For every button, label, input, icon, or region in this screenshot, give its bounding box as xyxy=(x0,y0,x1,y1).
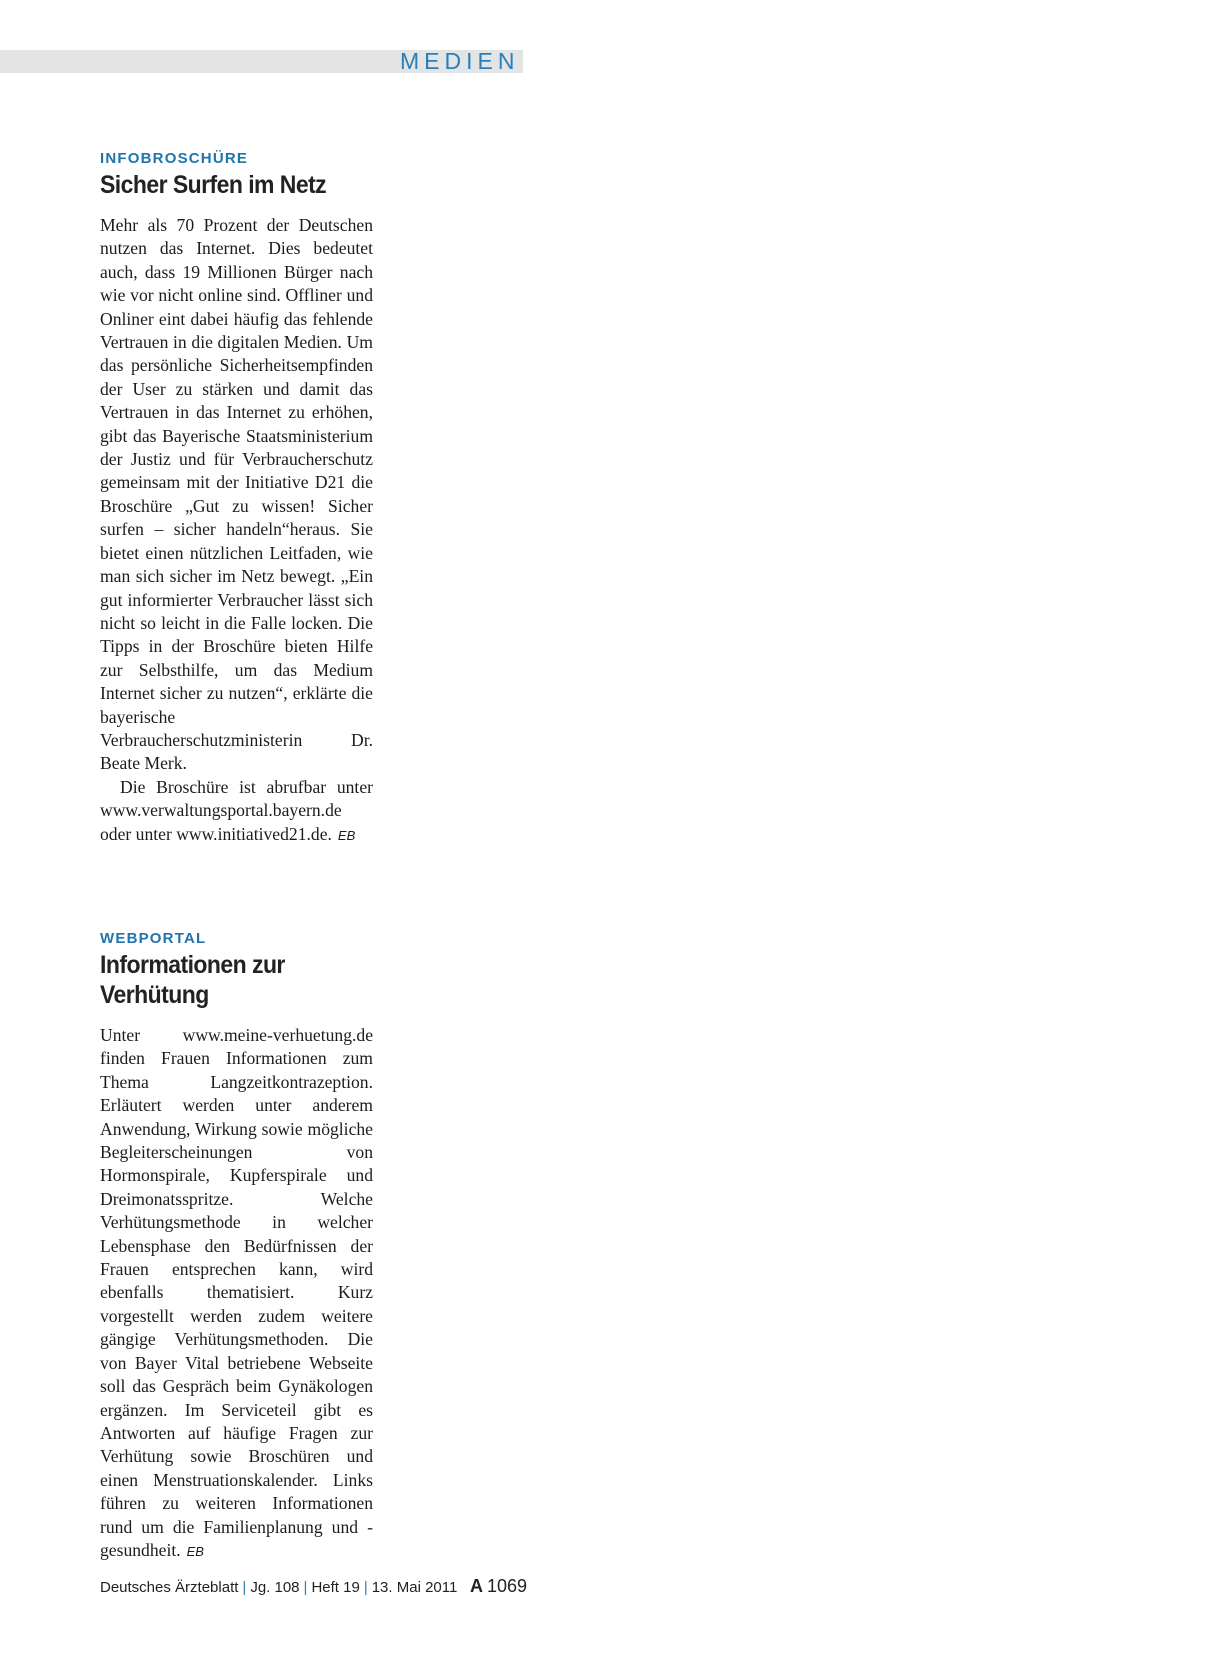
article-paragraph: Die Broschüre ist abrufbar unter www.verwaltungsportal.bayern.de oder unter www.initiatived21.de. EB xyxy=(100,776,373,844)
author-signature: EB xyxy=(337,827,356,843)
article-kicker: WEBPORTAL xyxy=(100,930,207,947)
article-infobroschuere xyxy=(100,150,373,847)
article-kicker: INFOBROSCHÜRE xyxy=(100,150,249,167)
article-body xyxy=(100,214,373,847)
article-headline: Sicher Surfen im Netz xyxy=(100,171,327,199)
footer-separator: | xyxy=(363,1579,368,1596)
footer-separator: | xyxy=(303,1579,308,1596)
section-label: MEDIEN xyxy=(400,48,520,74)
article-paragraph: Unter www.meine-verhuetung.de finden Frauen Informationen zum Thema Langzeitkontrazeption. Erläutert werden unter anderem Anwendung, Wirkung sowie mögliche Begleiterscheinungen von Hormonspirale, Kupferspirale und Dreimonatsspritze. Welche Verhütungsmethode in welcher Lebensphase den Bedürfnissen der Frauen entsprechen kann, wird ebenfalls thematisiert. Kurz vorgestellt werden zudem weitere gängige Verhütungsmethoden. Die von Bayer Vital betriebene Webseite soll das Gespräch beim Gynäkologen ergänzen. Im Serviceteil gibt es Antworten auf häufige Fragen zur Verhütung sowie Broschüren und einen Menstruationskalender. Links führen zu weiteren Informationen rund um die Familienplanung und -gesundheit. EB xyxy=(100,1025,373,1560)
page-footer xyxy=(100,1578,530,1598)
journal-name: Deutsches Ärzteblatt xyxy=(100,1579,239,1596)
page-number-value: 1069 xyxy=(487,1576,528,1596)
page-number xyxy=(470,1576,527,1597)
journal-volume: Jg. 108 xyxy=(250,1579,300,1596)
article-body xyxy=(100,1024,373,1563)
article-paragraph: Mehr als 70 Prozent der Deutschen nutzen das Internet. Dies bedeutet auch, dass 19 Millionen Bürger nach wie vor nicht online sind. Offliner und Onliner eint dabei häufig das fehlende Vertrauen in die digitalen Medien. Um das persönliche Sicherheitsempfinden der User zu stärken und damit das Vertrauen in das Internet zu erhöhen, gibt das Bayerische Staatsministerium der Justiz und für Verbraucherschutz gemeinsam mit der Initiative D21 die Broschüre „Gut zu wissen! Sicher surfen – sicher handeln“heraus. Sie bietet einen nützlichen Leitfaden, wie man sich sicher im Netz bewegt. „Ein gut informierter Verbraucher lässt sich nicht so leicht in die Falle locken. Die Tipps in der Broschüre bieten Hilfe zur Selbsthilfe, um das Medium Internet sicher zu nutzen“, erklärte die bayerische Verbraucherschutzministerin Dr. Beate Merk. xyxy=(100,215,373,774)
article-webportal xyxy=(100,930,373,1563)
footer-separator: | xyxy=(242,1579,247,1596)
article-headline: Informationen zur Verhütung xyxy=(100,951,285,1009)
journal-issue: Heft 19 xyxy=(311,1579,360,1596)
page-prefix: A xyxy=(470,1576,483,1596)
issue-date: 13. Mai 2011 xyxy=(371,1579,458,1596)
author-signature: EB xyxy=(186,1543,204,1559)
